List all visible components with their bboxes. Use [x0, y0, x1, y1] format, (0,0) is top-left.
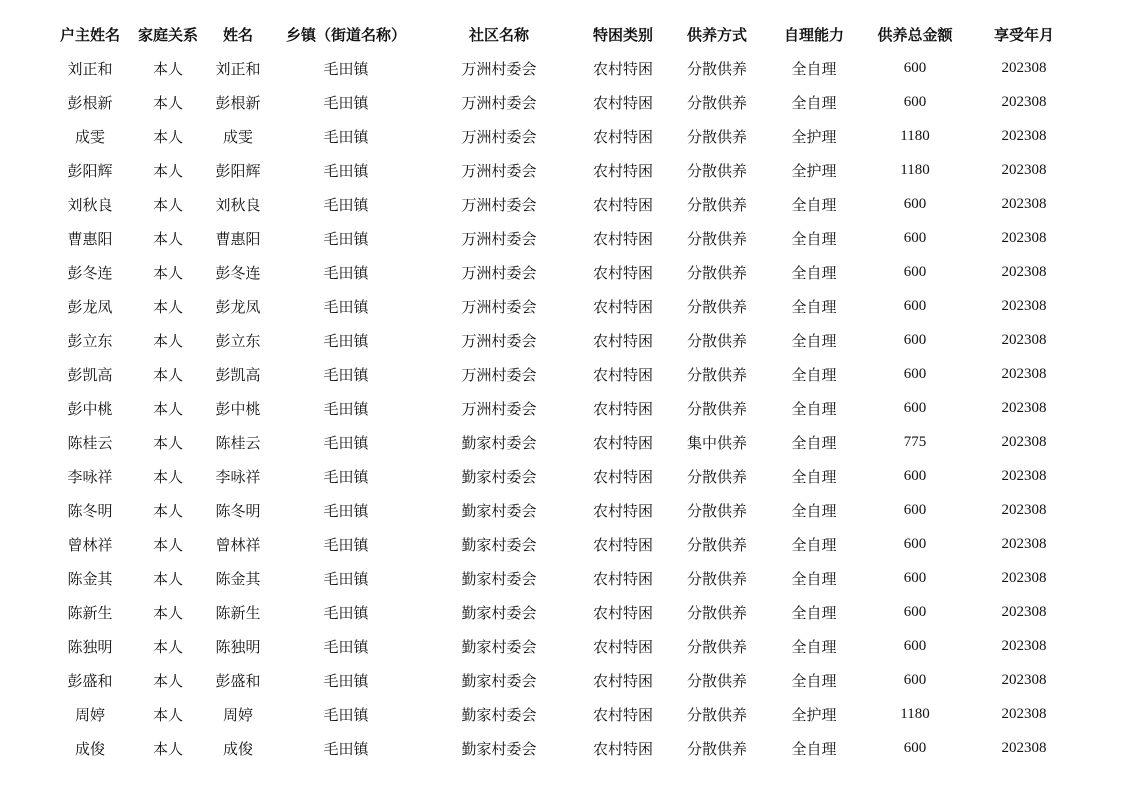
- table-row: [45, 459, 1077, 493]
- year-month-cell: 202308: [1001, 705, 1047, 722]
- name-cell: 彭阳辉: [215, 161, 261, 180]
- name-cell: 刘正和: [215, 59, 261, 78]
- self-care-cell: 全自理: [791, 195, 837, 214]
- self-care-cell: 全自理: [791, 93, 837, 112]
- self-care-cell: 全自理: [791, 467, 837, 486]
- name-cell: 成雯: [222, 127, 253, 146]
- self-care-cell: 全自理: [791, 59, 837, 78]
- table-row: [45, 493, 1077, 527]
- community-cell: 万洲村委会: [461, 59, 537, 78]
- family-relation-cell: 本人: [152, 263, 183, 282]
- community-cell: 勤家村委会: [461, 569, 537, 588]
- community-cell: 勤家村委会: [461, 739, 537, 758]
- year-month-cell: 202308: [1001, 195, 1047, 212]
- support-method-cell: 分散供养: [686, 161, 747, 180]
- householder-name-cell: 彭盛和: [67, 671, 113, 690]
- householder-name-cell: 陈新生: [67, 603, 113, 622]
- header-year-month: 享受年月: [993, 25, 1054, 44]
- table-row: [45, 663, 1077, 697]
- family-relation-cell: 本人: [152, 739, 183, 758]
- township-cell: 毛田镇: [323, 297, 369, 316]
- category-cell: 农村特困: [592, 161, 653, 180]
- header-name: 姓名: [222, 25, 253, 44]
- support-method-cell: 集中供养: [686, 433, 747, 452]
- householder-name-cell: 周婷: [74, 705, 105, 724]
- year-month-cell: 202308: [1001, 161, 1047, 178]
- year-month-cell: 202308: [1001, 671, 1047, 688]
- self-care-cell: 全自理: [791, 535, 837, 554]
- year-month-cell: 202308: [1001, 501, 1047, 518]
- total-amount-cell: 600: [903, 229, 927, 246]
- township-cell: 毛田镇: [323, 467, 369, 486]
- householder-name-cell: 彭龙凤: [67, 297, 113, 316]
- township-cell: 毛田镇: [323, 263, 369, 282]
- township-cell: 毛田镇: [323, 93, 369, 112]
- total-amount-cell: 600: [903, 59, 927, 76]
- self-care-cell: 全自理: [791, 671, 837, 690]
- category-cell: 农村特困: [592, 569, 653, 588]
- total-amount-cell: 600: [903, 603, 927, 620]
- self-care-cell: 全自理: [791, 433, 837, 452]
- header-category: 特困类别: [592, 25, 653, 44]
- name-cell: 彭冬连: [215, 263, 261, 282]
- family-relation-cell: 本人: [152, 399, 183, 418]
- table-row: [45, 153, 1077, 187]
- header-family-relation: 家庭关系: [137, 25, 198, 44]
- total-amount-cell: 600: [903, 399, 927, 416]
- township-cell: 毛田镇: [323, 195, 369, 214]
- name-cell: 彭立东: [215, 331, 261, 350]
- householder-name-cell: 曾林祥: [67, 535, 113, 554]
- header-row: [45, 17, 1077, 51]
- householder-name-cell: 彭根新: [67, 93, 113, 112]
- township-cell: 毛田镇: [323, 229, 369, 248]
- category-cell: 农村特困: [592, 433, 653, 452]
- year-month-cell: 202308: [1001, 569, 1047, 586]
- support-method-cell: 分散供养: [686, 365, 747, 384]
- year-month-cell: 202308: [1001, 59, 1047, 76]
- support-method-cell: 分散供养: [686, 399, 747, 418]
- support-method-cell: 分散供养: [686, 93, 747, 112]
- family-relation-cell: 本人: [152, 671, 183, 690]
- category-cell: 农村特困: [592, 263, 653, 282]
- family-relation-cell: 本人: [152, 569, 183, 588]
- year-month-cell: 202308: [1001, 535, 1047, 552]
- year-month-cell: 202308: [1001, 127, 1047, 144]
- header-township: 乡镇（街道名称）: [285, 25, 406, 44]
- total-amount-cell: 600: [903, 739, 927, 756]
- table-row: [45, 629, 1077, 663]
- name-cell: 彭龙凤: [215, 297, 261, 316]
- householder-name-cell: 彭阳辉: [67, 161, 113, 180]
- family-relation-cell: 本人: [152, 297, 183, 316]
- table-row: [45, 85, 1077, 119]
- householder-name-cell: 陈金其: [67, 569, 113, 588]
- community-cell: 勤家村委会: [461, 671, 537, 690]
- township-cell: 毛田镇: [323, 365, 369, 384]
- township-cell: 毛田镇: [323, 671, 369, 690]
- self-care-cell: 全护理: [791, 705, 837, 724]
- householder-name-cell: 彭凯高: [67, 365, 113, 384]
- category-cell: 农村特困: [592, 739, 653, 758]
- total-amount-cell: 600: [903, 195, 927, 212]
- township-cell: 毛田镇: [323, 501, 369, 520]
- support-method-cell: 分散供养: [686, 739, 747, 758]
- table-row: [45, 595, 1077, 629]
- year-month-cell: 202308: [1001, 365, 1047, 382]
- header-community: 社区名称: [468, 25, 529, 44]
- total-amount-cell: 600: [903, 671, 927, 688]
- self-care-cell: 全护理: [791, 127, 837, 146]
- family-relation-cell: 本人: [152, 229, 183, 248]
- year-month-cell: 202308: [1001, 739, 1047, 756]
- householder-name-cell: 陈独明: [67, 637, 113, 656]
- householder-name-cell: 陈桂云: [67, 433, 113, 452]
- support-method-cell: 分散供养: [686, 637, 747, 656]
- year-month-cell: 202308: [1001, 433, 1047, 450]
- self-care-cell: 全自理: [791, 603, 837, 622]
- table-row: [45, 697, 1077, 731]
- township-cell: 毛田镇: [323, 331, 369, 350]
- family-relation-cell: 本人: [152, 467, 183, 486]
- support-method-cell: 分散供养: [686, 229, 747, 248]
- community-cell: 勤家村委会: [461, 433, 537, 452]
- table-row: [45, 527, 1077, 561]
- category-cell: 农村特困: [592, 535, 653, 554]
- township-cell: 毛田镇: [323, 535, 369, 554]
- support-method-cell: 分散供养: [686, 127, 747, 146]
- total-amount-cell: 600: [903, 535, 927, 552]
- support-method-cell: 分散供养: [686, 59, 747, 78]
- category-cell: 农村特困: [592, 93, 653, 112]
- total-amount-cell: 600: [903, 569, 927, 586]
- category-cell: 农村特困: [592, 365, 653, 384]
- name-cell: 彭凯高: [215, 365, 261, 384]
- community-cell: 万洲村委会: [461, 297, 537, 316]
- township-cell: 毛田镇: [323, 399, 369, 418]
- relief-table: [45, 17, 1077, 765]
- support-method-cell: 分散供养: [686, 705, 747, 724]
- community-cell: 勤家村委会: [461, 603, 537, 622]
- header-self-care: 自理能力: [783, 25, 844, 44]
- householder-name-cell: 陈冬明: [67, 501, 113, 520]
- family-relation-cell: 本人: [152, 637, 183, 656]
- self-care-cell: 全自理: [791, 331, 837, 350]
- family-relation-cell: 本人: [152, 603, 183, 622]
- category-cell: 农村特困: [592, 399, 653, 418]
- community-cell: 万洲村委会: [461, 161, 537, 180]
- year-month-cell: 202308: [1001, 467, 1047, 484]
- document-sheet: [45, 17, 1077, 765]
- name-cell: 彭盛和: [215, 671, 261, 690]
- support-method-cell: 分散供养: [686, 263, 747, 282]
- total-amount-cell: 1180: [900, 161, 930, 178]
- category-cell: 农村特困: [592, 501, 653, 520]
- householder-name-cell: 李咏祥: [67, 467, 113, 486]
- category-cell: 农村特困: [592, 705, 653, 724]
- support-method-cell: 分散供养: [686, 569, 747, 588]
- family-relation-cell: 本人: [152, 365, 183, 384]
- total-amount-cell: 600: [903, 467, 927, 484]
- category-cell: 农村特困: [592, 637, 653, 656]
- support-method-cell: 分散供养: [686, 671, 747, 690]
- township-cell: 毛田镇: [323, 705, 369, 724]
- header-total-amount: 供养总金额: [877, 25, 953, 44]
- name-cell: 陈金其: [215, 569, 261, 588]
- community-cell: 万洲村委会: [461, 331, 537, 350]
- community-cell: 勤家村委会: [461, 501, 537, 520]
- community-cell: 万洲村委会: [461, 229, 537, 248]
- support-method-cell: 分散供养: [686, 467, 747, 486]
- name-cell: 曾林祥: [215, 535, 261, 554]
- householder-name-cell: 曹惠阳: [67, 229, 113, 248]
- table-row: [45, 255, 1077, 289]
- total-amount-cell: 600: [903, 365, 927, 382]
- community-cell: 万洲村委会: [461, 365, 537, 384]
- township-cell: 毛田镇: [323, 161, 369, 180]
- category-cell: 农村特困: [592, 467, 653, 486]
- table-row: [45, 391, 1077, 425]
- self-care-cell: 全自理: [791, 637, 837, 656]
- table-header: [45, 17, 1077, 51]
- support-method-cell: 分散供养: [686, 195, 747, 214]
- support-method-cell: 分散供养: [686, 501, 747, 520]
- year-month-cell: 202308: [1001, 603, 1047, 620]
- township-cell: 毛田镇: [323, 59, 369, 78]
- family-relation-cell: 本人: [152, 161, 183, 180]
- township-cell: 毛田镇: [323, 127, 369, 146]
- self-care-cell: 全自理: [791, 263, 837, 282]
- householder-name-cell: 成雯: [74, 127, 105, 146]
- township-cell: 毛田镇: [323, 433, 369, 452]
- category-cell: 农村特困: [592, 603, 653, 622]
- total-amount-cell: 775: [903, 433, 927, 450]
- name-cell: 李咏祥: [215, 467, 261, 486]
- householder-name-cell: 彭中桃: [67, 399, 113, 418]
- table-row: [45, 323, 1077, 357]
- family-relation-cell: 本人: [152, 705, 183, 724]
- total-amount-cell: 600: [903, 501, 927, 518]
- name-cell: 彭根新: [215, 93, 261, 112]
- table-row: [45, 561, 1077, 595]
- header-support-method: 供养方式: [686, 25, 747, 44]
- community-cell: 万洲村委会: [461, 399, 537, 418]
- community-cell: 万洲村委会: [461, 93, 537, 112]
- category-cell: 农村特困: [592, 195, 653, 214]
- family-relation-cell: 本人: [152, 195, 183, 214]
- self-care-cell: 全自理: [791, 365, 837, 384]
- category-cell: 农村特困: [592, 331, 653, 350]
- table-row: [45, 187, 1077, 221]
- year-month-cell: 202308: [1001, 331, 1047, 348]
- community-cell: 勤家村委会: [461, 637, 537, 656]
- community-cell: 勤家村委会: [461, 705, 537, 724]
- community-cell: 万洲村委会: [461, 263, 537, 282]
- self-care-cell: 全护理: [791, 161, 837, 180]
- support-method-cell: 分散供养: [686, 297, 747, 316]
- householder-name-cell: 彭冬连: [67, 263, 113, 282]
- category-cell: 农村特困: [592, 229, 653, 248]
- family-relation-cell: 本人: [152, 433, 183, 452]
- header-householder-name: 户主姓名: [59, 25, 120, 44]
- support-method-cell: 分散供养: [686, 603, 747, 622]
- total-amount-cell: 600: [903, 331, 927, 348]
- table-row: [45, 119, 1077, 153]
- table-row: [45, 221, 1077, 255]
- householder-name-cell: 彭立东: [67, 331, 113, 350]
- name-cell: 陈冬明: [215, 501, 261, 520]
- community-cell: 万洲村委会: [461, 127, 537, 146]
- total-amount-cell: 1180: [900, 127, 930, 144]
- support-method-cell: 分散供养: [686, 331, 747, 350]
- self-care-cell: 全自理: [791, 297, 837, 316]
- family-relation-cell: 本人: [152, 93, 183, 112]
- table-row: [45, 731, 1077, 765]
- community-cell: 勤家村委会: [461, 535, 537, 554]
- table-body: [45, 51, 1077, 765]
- family-relation-cell: 本人: [152, 501, 183, 520]
- support-method-cell: 分散供养: [686, 535, 747, 554]
- year-month-cell: 202308: [1001, 297, 1047, 314]
- category-cell: 农村特困: [592, 671, 653, 690]
- year-month-cell: 202308: [1001, 229, 1047, 246]
- township-cell: 毛田镇: [323, 603, 369, 622]
- family-relation-cell: 本人: [152, 59, 183, 78]
- table-row: [45, 289, 1077, 323]
- name-cell: 陈新生: [215, 603, 261, 622]
- total-amount-cell: 600: [903, 637, 927, 654]
- township-cell: 毛田镇: [323, 739, 369, 758]
- total-amount-cell: 600: [903, 263, 927, 280]
- table-row: [45, 357, 1077, 391]
- self-care-cell: 全自理: [791, 569, 837, 588]
- name-cell: 曹惠阳: [215, 229, 261, 248]
- year-month-cell: 202308: [1001, 263, 1047, 280]
- year-month-cell: 202308: [1001, 637, 1047, 654]
- total-amount-cell: 600: [903, 297, 927, 314]
- family-relation-cell: 本人: [152, 127, 183, 146]
- family-relation-cell: 本人: [152, 331, 183, 350]
- community-cell: 勤家村委会: [461, 467, 537, 486]
- year-month-cell: 202308: [1001, 399, 1047, 416]
- name-cell: 成俊: [222, 739, 253, 758]
- category-cell: 农村特困: [592, 297, 653, 316]
- table-row: [45, 51, 1077, 85]
- name-cell: 周婷: [222, 705, 253, 724]
- name-cell: 陈独明: [215, 637, 261, 656]
- name-cell: 刘秋良: [215, 195, 261, 214]
- category-cell: 农村特困: [592, 59, 653, 78]
- total-amount-cell: 600: [903, 93, 927, 110]
- householder-name-cell: 刘秋良: [67, 195, 113, 214]
- name-cell: 陈桂云: [215, 433, 261, 452]
- table-row: [45, 425, 1077, 459]
- self-care-cell: 全自理: [791, 501, 837, 520]
- family-relation-cell: 本人: [152, 535, 183, 554]
- community-cell: 万洲村委会: [461, 195, 537, 214]
- township-cell: 毛田镇: [323, 569, 369, 588]
- name-cell: 彭中桃: [215, 399, 261, 418]
- householder-name-cell: 刘正和: [67, 59, 113, 78]
- householder-name-cell: 成俊: [74, 739, 105, 758]
- self-care-cell: 全自理: [791, 739, 837, 758]
- self-care-cell: 全自理: [791, 229, 837, 248]
- year-month-cell: 202308: [1001, 93, 1047, 110]
- total-amount-cell: 1180: [900, 705, 930, 722]
- township-cell: 毛田镇: [323, 637, 369, 656]
- self-care-cell: 全自理: [791, 399, 837, 418]
- category-cell: 农村特困: [592, 127, 653, 146]
